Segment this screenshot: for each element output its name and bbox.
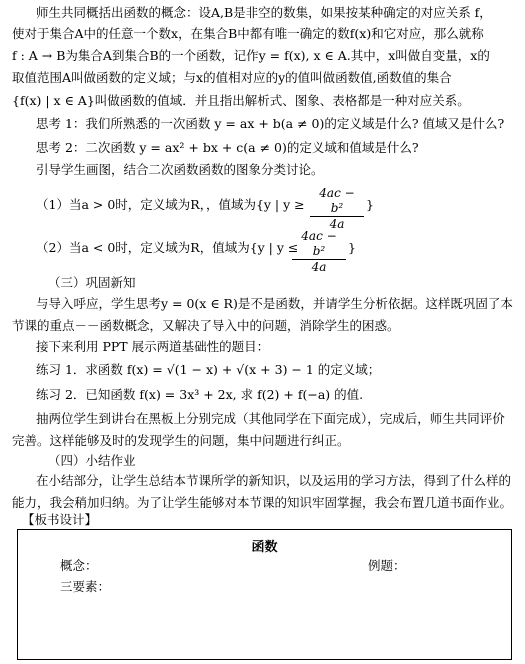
blackboard-design-box <box>17 529 512 660</box>
paragraph-line: 接下来利用 PPT 展示两道基础性的题目： <box>36 339 270 354</box>
case-1-text: （1）当a > 0时，定义域为R，，值域为{y | y ≥ <box>36 197 305 212</box>
paragraph-line: 取值范围A叫做函数的定义域；与x的值相对应的y的值叫做函数值,函数值的集合 <box>12 70 452 85</box>
paragraph-line: {f(x) | x ∈ A}叫做函数的值域．并且指出解析式、图象、表格都是一种对应关系。 <box>12 93 470 108</box>
paragraph-line: 完善。这样能够及时的发现学生的问题，集中问题进行纠正。 <box>12 433 350 448</box>
paragraph-line: f : A → B为集合A到集合B的一个函数，记作y = f(x), x ∈ A.其中，x叫做自变量，x的 <box>12 48 490 63</box>
case-1-close: } <box>366 197 374 212</box>
exercise-1: 练习 1．求函数 f(x) = √(1 − x) + √(x + 3) − 1 的定义域； <box>36 362 381 377</box>
paragraph-line: 在小结部分，让学生总结本节课所学的新知识，以及运用的学习方法，得到了什么样的 <box>36 473 512 488</box>
board-elements-label: 三要素： <box>60 579 111 594</box>
paragraph-line: 使对于集合A中的任意一个数x，在集合B中都有唯一确定的数f(x)和它对应，那么就称 <box>12 26 484 41</box>
board-design-heading: 【板书设计】 <box>22 512 98 527</box>
board-example-label: 例题： <box>368 558 406 573</box>
paragraph-line: 节课的重点－－函数概念，又解决了导入中的问题，消除学生的困惑。 <box>12 318 400 333</box>
fraction-denominator: 4a <box>329 217 345 231</box>
section-heading: （四）小结作业 <box>48 453 136 468</box>
paragraph-line: 引导学生画图，结合二次函数函数的图象分类讨论。 <box>36 162 324 177</box>
case-2-fraction <box>292 229 346 275</box>
paragraph-line: 抽两位学生到讲台在黑板上分别完成（其他同学在下面完成），完成后，师生共同评价 <box>36 411 505 426</box>
question-2: 思考 2：二次函数 y = ax² + bx + c(a ≠ 0)的定义域和值域是什么? <box>36 140 419 155</box>
board-title: 函数 <box>251 540 278 555</box>
paragraph-line: 与导入呼应，学生思考y = 0(x ∈ R)是不是函数，并请学生分析依据。这样既巩固了本 <box>36 296 513 311</box>
fraction-numerator: 4ac − b² <box>310 186 364 217</box>
question-1: 思考 1：我们所熟悉的一次函数 y = ax + b(a ≠ 0)的定义域是什么? 值域又是什么? <box>36 116 505 131</box>
board-concept-label: 概念： <box>60 558 98 573</box>
case-2-text: （2）当a < 0时，定义域为R，值域为{y | y ≤ <box>36 240 299 255</box>
paragraph-line: 能力，我会稍加归纳。为了让学生能够对本节课的知识牢固掌握，我会布置几道书面作业。 <box>12 495 513 510</box>
case-2-close: } <box>348 240 356 255</box>
case-1-fraction <box>310 186 364 232</box>
fraction-denominator: 4a <box>311 260 327 274</box>
paragraph-line: 师生共同概括出函数的概念：设A,B是非空的数集，如果按某种确定的对应关系 f， <box>36 5 492 20</box>
exercise-2: 练习 2．已知函数 f(x) = 3x³ + 2x, 求 f(2) + f(−a) 的值. <box>36 387 364 402</box>
section-heading: （三）巩固新知 <box>48 275 136 290</box>
fraction-numerator: 4ac − b² <box>292 229 346 260</box>
